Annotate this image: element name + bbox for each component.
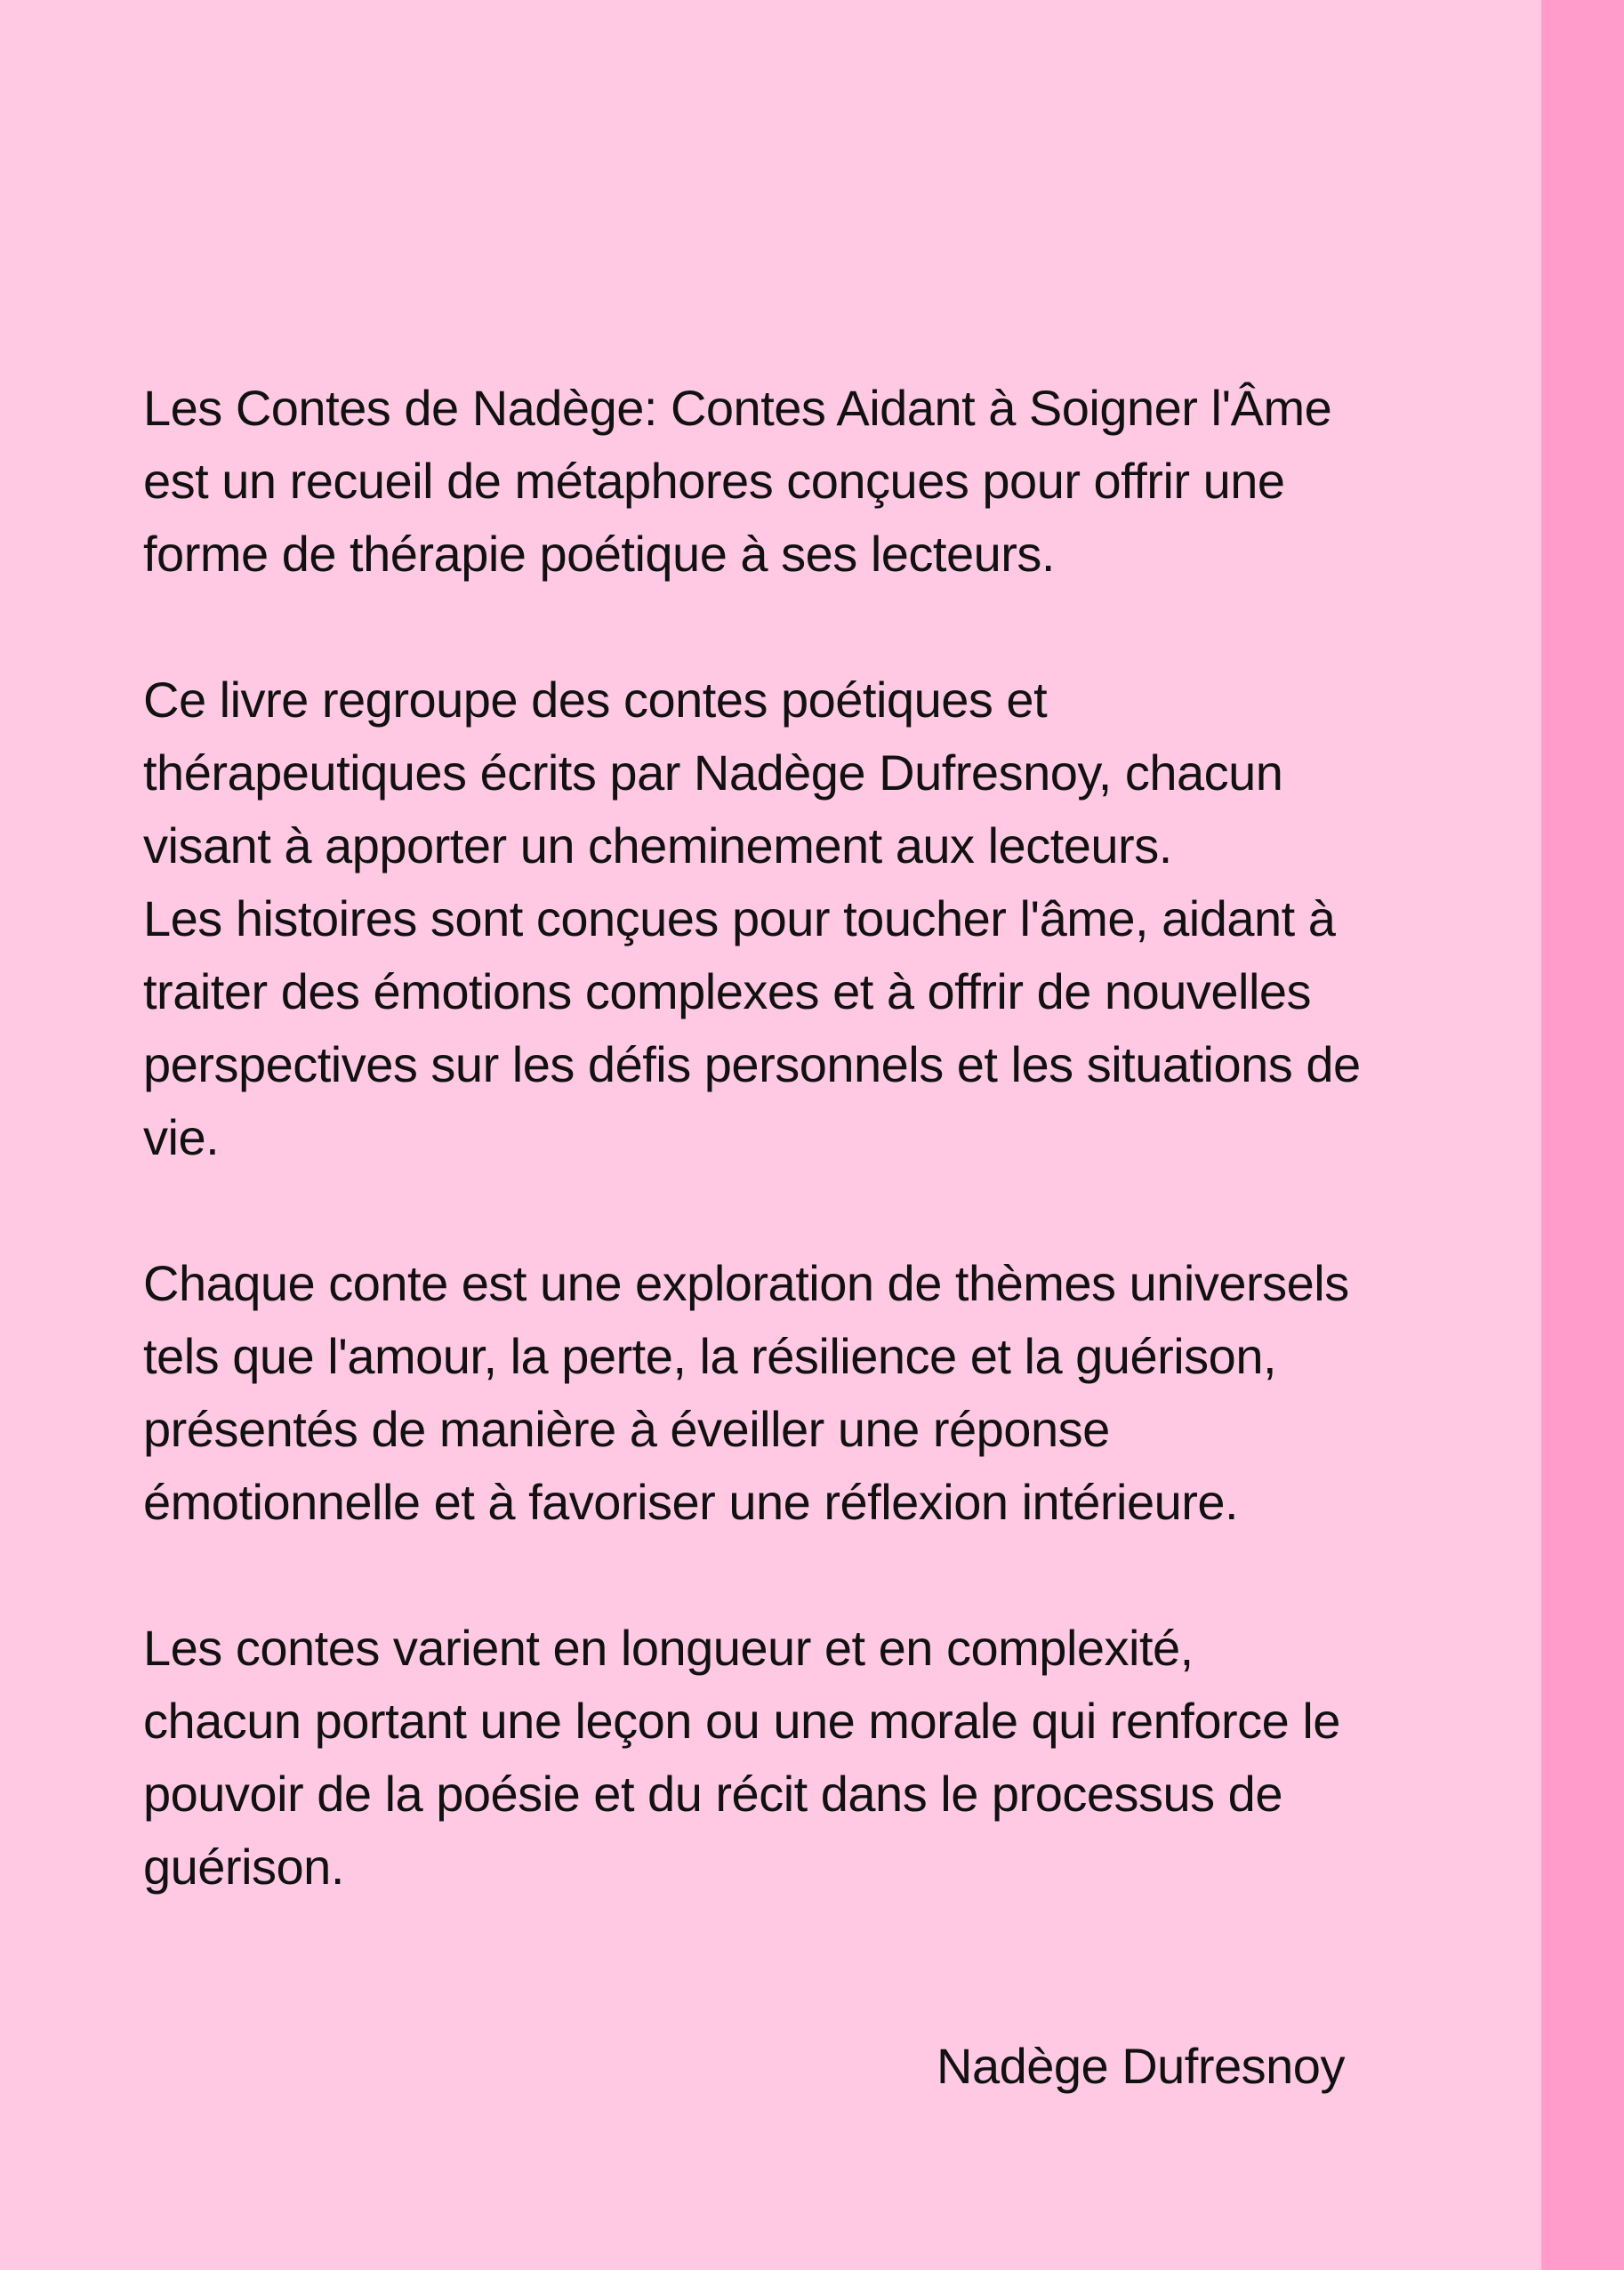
description-text — [143, 372, 1531, 1976]
paragraph-stories-purpose: Les histoires sont conçues pour toucher l'âme, aidant à traiter des émotions complexes et à offrir de nouvelles perspectives sur les défis personnels et les situations de vie. — [143, 890, 1361, 1165]
paragraph-intro: Les Contes de Nadège: Contes Aidant à Soigner l'Âme est un recueil de métaphores conçues pour offrir une forme de thérapie poétique à ses lecteurs. — [143, 380, 1332, 582]
spine-stripe — [1541, 0, 1624, 2270]
paragraph-book-content: Ce livre regroupe des contes poétiques et thérapeutiques écrits par Nadège Dufresnoy, chacun visant à apporter un cheminement aux lecteurs. — [143, 672, 1283, 873]
paragraph-themes: Chaque conte est une exploration de thèmes universels tels que l'amour, la perte, la résilience et la guérison, présentés de manière à éveiller une réponse émotionnelle et à favoriser une réflexion intérieure. — [143, 1255, 1349, 1530]
paragraph-lessons: Les contes varient en longueur et en complexité, chacun portant une leçon ou une morale qui renforce le pouvoir de la poésie et du récit dans le processus de guérison. — [143, 1620, 1340, 1895]
author-signature: Nadège Dufresnoy — [937, 2038, 1345, 2094]
